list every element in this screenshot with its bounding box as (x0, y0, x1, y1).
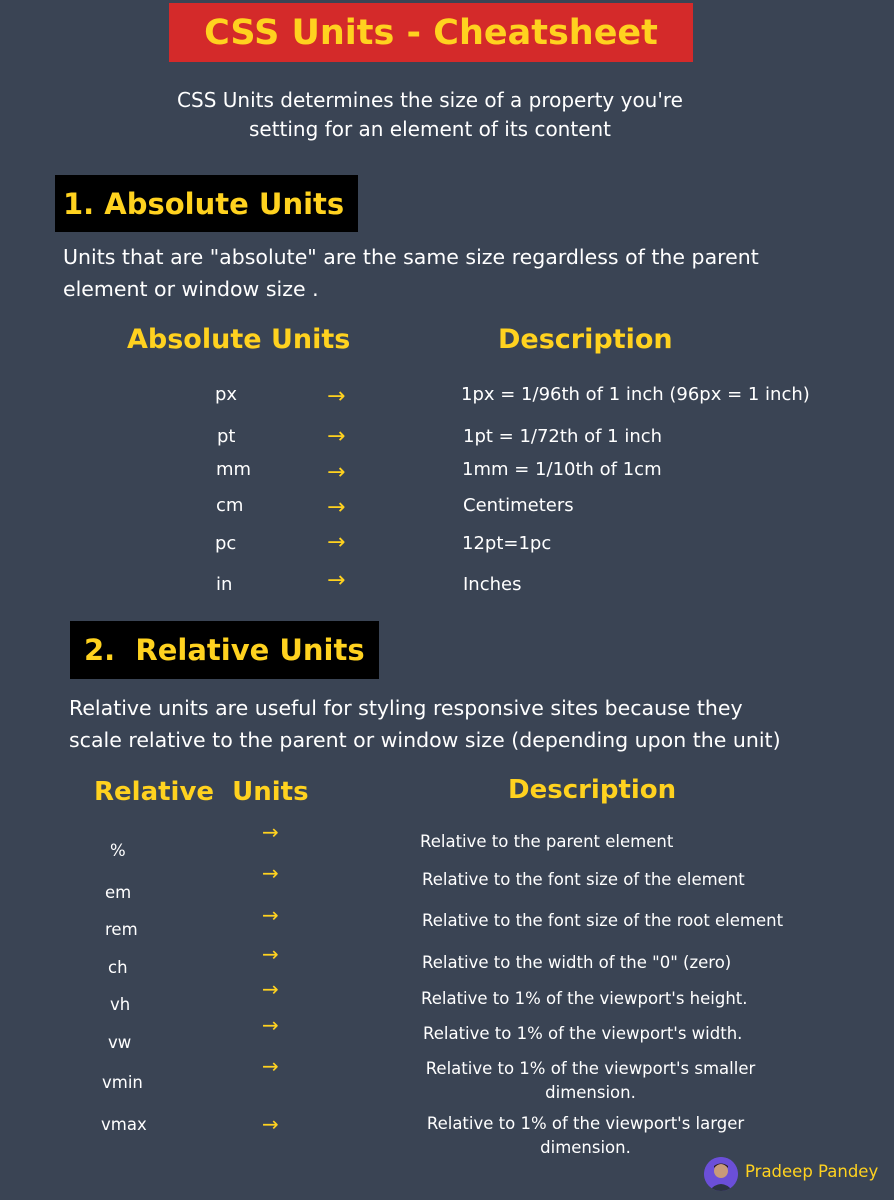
relative-section-heading (70, 621, 379, 679)
arrow-right-icon: → (262, 1054, 279, 1078)
table-row-unit: vmin (102, 1073, 143, 1092)
arrow-right-icon: → (262, 942, 279, 966)
absolute-description (63, 241, 863, 305)
table-row-desc (418, 1112, 753, 1160)
arrow-right-icon: → (327, 424, 346, 449)
table-row-desc: Centimeters (463, 495, 574, 516)
table-row-unit: vh (110, 995, 131, 1014)
table-row-desc: 1mm = 1/10th of 1cm (462, 459, 662, 480)
table-row-desc-line-1: Relative to 1% of the viewport's larger (426, 1114, 745, 1133)
arrow-right-icon: → (262, 1112, 279, 1136)
table-row-desc: Relative to the width of the "0" (zero) (422, 953, 732, 972)
table-row-unit: px (215, 384, 238, 405)
table-row-desc: 1px = 1/96th of 1 inch (96px = 1 inch) (461, 384, 810, 405)
author-name: Pradeep Pandey (745, 1162, 879, 1181)
table-row-desc-line-1: Relative to 1% of the viewport's smaller (425, 1059, 756, 1078)
arrow-right-icon: → (262, 820, 279, 844)
table-row-desc-line-2: dimension. (540, 1138, 631, 1157)
table-row-desc: 1pt = 1/72th of 1 inch (463, 426, 663, 447)
arrow-right-icon: → (327, 495, 346, 520)
absolute-description-column-header: Description (498, 324, 673, 355)
table-row-unit: em (105, 883, 132, 902)
table-row-desc-line-2: dimension. (545, 1083, 636, 1102)
table-row-desc (418, 1057, 763, 1105)
intro-line-1: CSS Units determines the size of a property you're (177, 88, 683, 112)
title-banner (169, 3, 693, 62)
table-row-unit: cm (216, 495, 244, 516)
absolute-description-line-1: Units that are "absolute" are the same size regardless of the parent (63, 245, 759, 269)
absolute-heading-label: 1. Absolute Units (63, 186, 345, 221)
relative-description-line-2: scale relative to the parent or window size (depending upon the unit) (69, 728, 781, 752)
absolute-section-heading (55, 175, 358, 232)
arrow-right-icon: → (262, 903, 279, 927)
relative-description-line-1: Relative units are useful for styling responsive sites because they (69, 696, 743, 720)
table-row-desc: Relative to the font size of the element (422, 870, 745, 889)
arrow-right-icon: → (327, 568, 346, 593)
arrow-right-icon: → (327, 384, 346, 409)
table-row-desc: Relative to 1% of the viewport's height. (421, 989, 748, 1008)
intro-text (120, 86, 740, 144)
table-row-unit: mm (216, 459, 252, 480)
table-row-unit: pt (217, 426, 236, 447)
arrow-right-icon: → (262, 1013, 279, 1037)
table-row-desc: Relative to 1% of the viewport's width. (423, 1024, 743, 1043)
relative-heading-label: 2. Relative Units (84, 633, 365, 667)
relative-description-column-header: Description (508, 775, 677, 805)
table-row-unit: in (216, 574, 233, 595)
arrow-right-icon: → (262, 977, 279, 1001)
table-row-unit: rem (105, 920, 138, 939)
table-row-desc: Inches (463, 574, 522, 595)
table-row-unit: vmax (101, 1115, 147, 1134)
table-row-unit: vw (108, 1033, 132, 1052)
avatar-icon (704, 1157, 738, 1191)
table-row-desc: Relative to the parent element (420, 832, 674, 851)
arrow-right-icon: → (327, 460, 346, 485)
arrow-right-icon: → (262, 861, 279, 885)
arrow-right-icon: → (327, 530, 346, 555)
table-row-unit: ch (108, 958, 128, 977)
table-row-unit: pc (215, 533, 237, 554)
relative-units-column-header: Relative Units (94, 777, 309, 807)
table-row-desc: 12pt=1pc (462, 533, 552, 554)
absolute-units-column-header: Absolute Units (127, 324, 351, 355)
intro-line-2: setting for an element of its content (248, 117, 612, 141)
table-row-unit: % (110, 841, 126, 860)
absolute-description-line-2: element or window size . (63, 277, 319, 301)
page-title: CSS Units - Cheatsheet (204, 12, 658, 53)
table-row-desc: Relative to the font size of the root element (422, 911, 784, 930)
relative-description (69, 692, 879, 756)
